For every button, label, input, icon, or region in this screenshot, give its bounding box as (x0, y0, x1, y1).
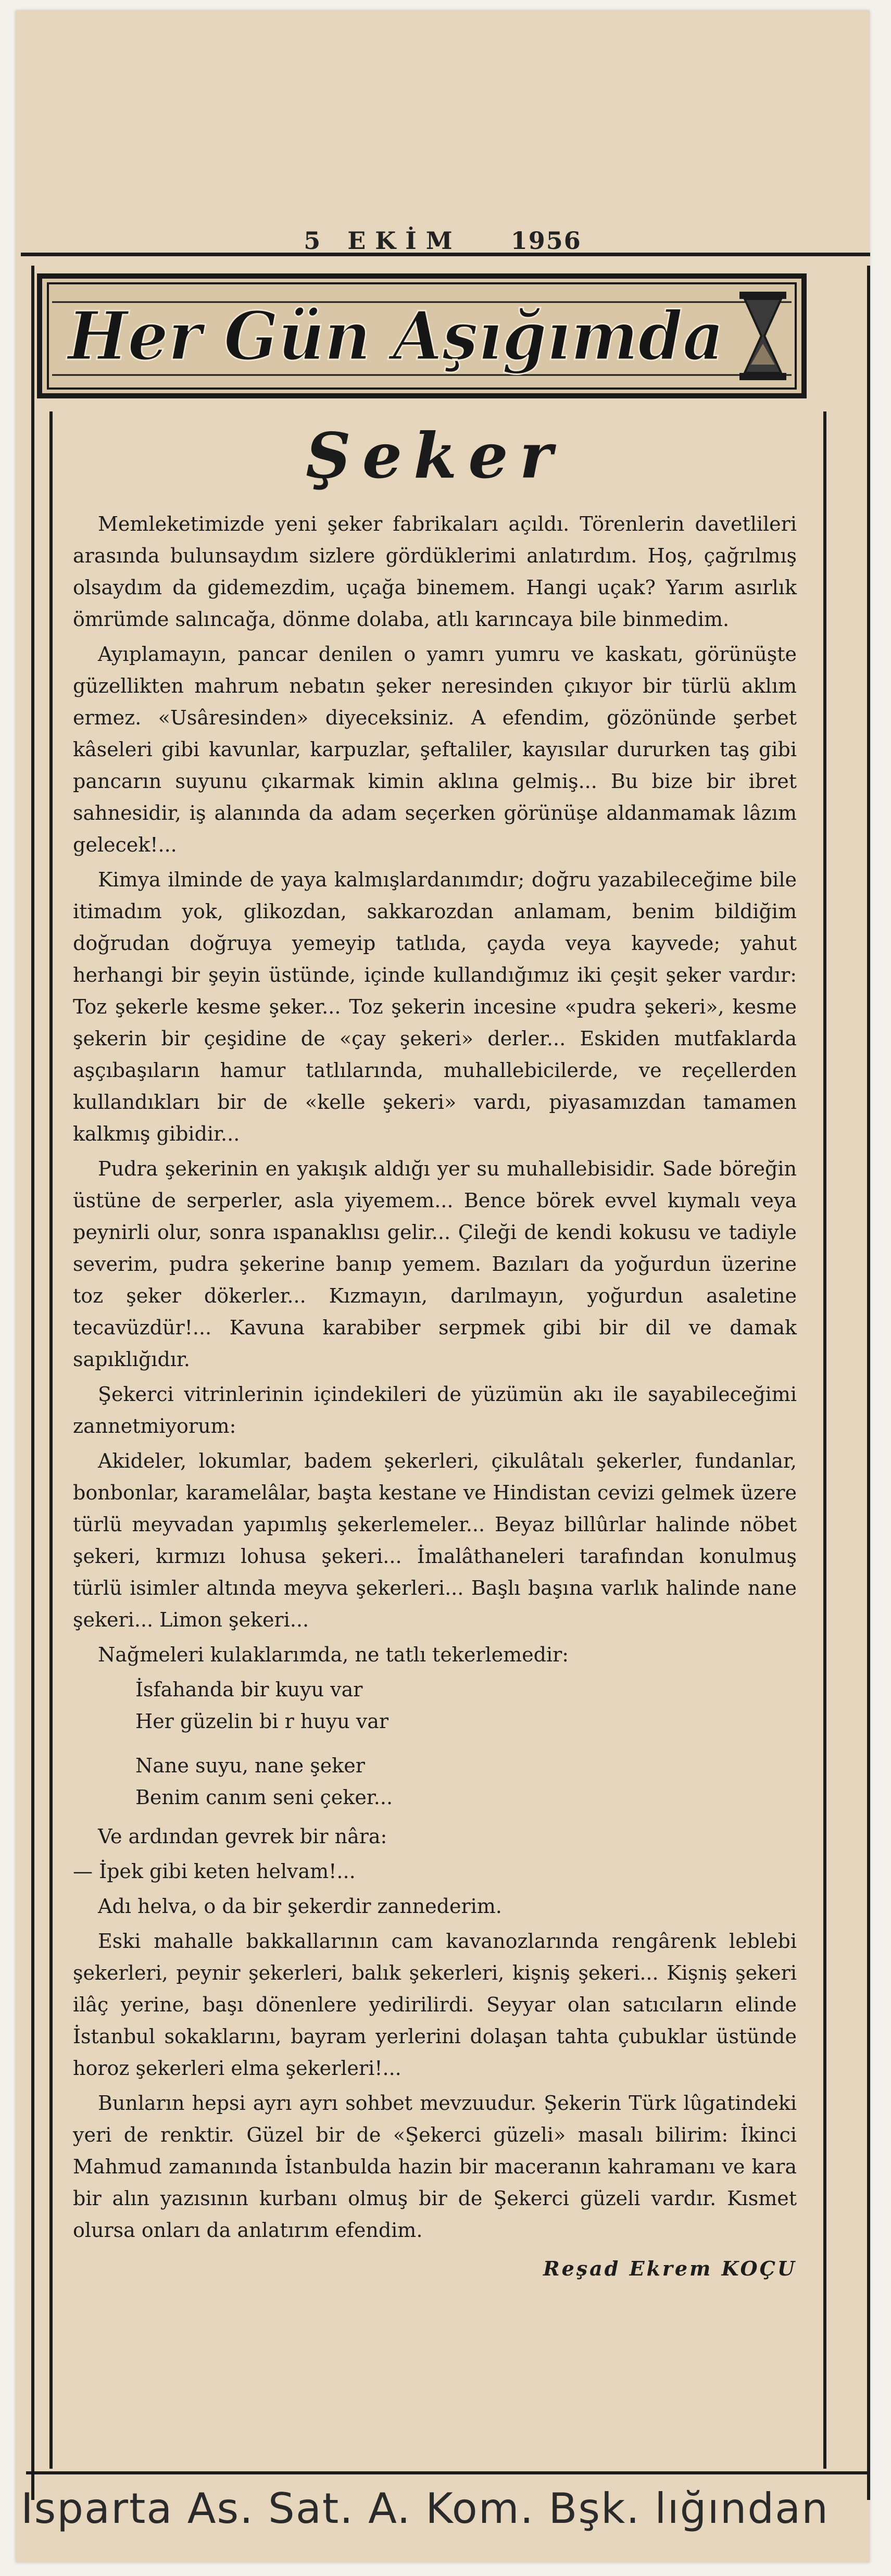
paragraph: Şekerci vitrinlerinin içindekileri de yüzümün akı ile sayabileceğimi zannetmiyorum: (73, 1383, 797, 1437)
banner-artwork (36, 271, 807, 401)
paragraph: Akideler, lokumlar, badem şekerleri, çikulâtalı şekerler, fundanlar, bonbonlar, karamelâlar, başta kestane ve Hindistan cevizi gelmek üzere türlü meyvadan yapımlış şekerlemeler... Beyaz billûrlar halinde nöbet şekeri, kırmızı lohusa şekeri... İmalâthaneleri tarafından konulmuş türlü isimler altında meyva şekerleri... Başlı başına varlık halinde nane şekeri... Limon şekeri... (73, 1449, 797, 1631)
top-rule (21, 253, 870, 256)
paragraph: Memleketimizde yeni şeker fabrikaları açıldı. Törenlerin davetlileri arasında bulunsaydım sizlere gördüklerimi anlatırdım. Hoş, çağrılmış olsaydım da gidemezdim, uçağa binemem. Hangi uçak? Yarım asırlık ömrümde salıncağa, dönme dolaba, atlı karıncaya bile binmedim. (73, 512, 797, 631)
paragraph: Pudra şekerinin en yakışık aldığı yer su muhallebisidir. Sade böreğin üstüne de serperler, asla yiyemem... Bence börek evvel kıymalı veya peynirli olur, sonra ıspanaklısı gelir... Çileği de kendi kokusu ve tadiyle severim, pudra şekerine banıp yemem. Bazıları da yoğurdun üzerine toz şeker dökerler... Kızmayın, darılmayın, yoğurdun asaletine tecavüzdür!... Kavuna karabiber serpmek gibi bir dil ve damak sapıklığıdır. (73, 1157, 797, 1371)
paragraph: Kimya ilminde de yaya kalmışlardanımdır; doğru yazabileceğime bile itimadım yok, glikozdan, sakkarozdan anlamam, benim bildiğim doğrudan doğruya yemeyip tatlıda, çayda veya kayvede; yahut herhangi bir şeyin üstünde, içinde kullandığımız iki çeşit şeker vardır: Toz şekerle kesme şeker... Toz şekerin incesine «pudra şekeri», kesme şekerin bir çeşidine de «çay şekeri» derler... Eskiden mutfaklarda aşçıbaşıların hamur tatlılarında, muhallebicilerde, ve reçellerden kullandıkları bir de «kelle şekeri» vardı, piyasamızdan tamamen kalkmış gibidir... (73, 868, 797, 1145)
author-signature: Reşad Ekrem KOÇU (543, 2257, 797, 2280)
paragraph: Ayıplamayın, pancar denilen o yamrı yumru ve kaskatı, görünüşte güzellikten mahrum nebatın şeker neresinden çıkıyor bir türlü aklım ermez. «Usâresinden» diyeceksiniz. A efendim, gözönünde şerbet kâseleri gibi kavunlar, karpuzlar, şeftaliler, kayısılar dururken taş gibi pancarın suyunu çıkarmak kimin aklına gelmiş... Bu bize bir ibret sahnesidir, iş alanında da adam seçerken görünüşe aldanmamak lâzım gelecek!... (73, 643, 797, 856)
verse-line: İsfahanda bir kuyu var (135, 1678, 363, 1701)
bottom-rule (26, 2471, 870, 2474)
dateline-date: 5 EKİM (304, 227, 462, 255)
headline: Şeker (306, 419, 564, 493)
column-banner (36, 271, 807, 401)
paragraph: Ve ardından gevrek bir nâra: (98, 1825, 387, 1848)
dateline (16, 227, 870, 255)
banner-title: Her Gün Aşığımda (66, 297, 724, 376)
verse-block (135, 1674, 797, 1814)
paragraph: Eski mahalle bakkallarının cam kavanozlarında rengârenk leblebi şekerleri, peynir şekerleri, balık şekerleri, kişniş şekeri... Kişniş şekeri ilâç yerine, başı dönenlere yedirilirdi. Seyyar olan satıcıların elinde İstanbul sokaklarını, bayram yerlerini dolaşan tahta çubuklar üstünde horoz şekerleri elma şekerleri!... (73, 1930, 797, 2080)
footer-advert-text: Isparta As. Sat. A. Kom. Bşk. lığından (21, 2484, 829, 2533)
verse-line: Nane suyu, nane şeker (135, 1754, 365, 1777)
paragraph: Nağmeleri kulaklarımda, ne tatlı tekerlemedir: (98, 1643, 569, 1666)
dateline-year: 1956 (510, 227, 582, 255)
paragraph: Bunların hepsi ayrı ayrı sohbet mevzuudur. Şekerin Türk lûgatindeki yeri de renktir. Güzel bir de «Şekerci güzeli» masalı bilirim: İkinci Mahmud zamanında İstanbulda hazin bir maceranın kahramanı ve kara bir alın yazısının kurbanı olmuş bir de Şekerci güzeli vardır. Kısmet olursa onları da anlatırım efendim. (73, 2092, 797, 2242)
article-body (73, 508, 797, 2246)
verse-gap (135, 1737, 797, 1750)
article (73, 419, 797, 2280)
paragraph: — İpek gibi keten helvam!... (73, 1860, 356, 1883)
verse-line: Benim canım seni çeker... (135, 1786, 393, 1809)
paragraph: Adı helva, o da bir şekerdir zannederim. (98, 1895, 502, 1918)
verse-line: Her güzelin bi r huyu var (135, 1710, 389, 1733)
